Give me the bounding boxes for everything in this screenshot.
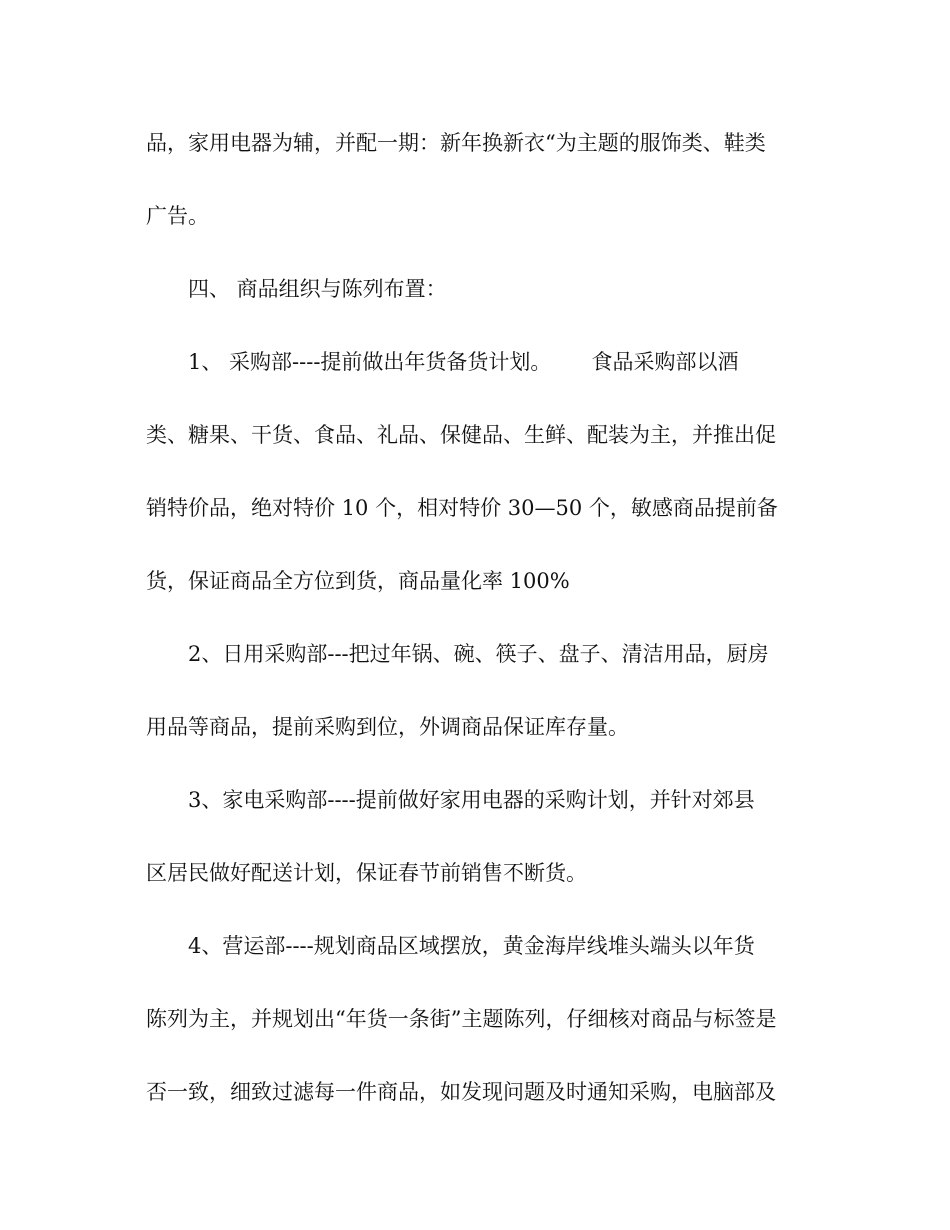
text-line: 货，保证商品全方位到货，商品量化率 100% [146, 569, 570, 593]
text-line: 否一致，细致过滤每一件商品，如发现问题及时通知采购，电脑部及 [146, 1080, 776, 1104]
text-line: 用品等商品，提前采购到位，外调商品保证库存量。 [146, 715, 629, 739]
text-line: 4、营运部----规划商品区域摆放，黄金海岸线堆头端头以年货 [188, 934, 755, 958]
text-line: 区居民做好配送计划，保证春节前销售不断货。 [146, 861, 587, 885]
text-line: 销特价品，绝对特价 10 个，相对特价 30—50 个，敏感商品提前备 [146, 496, 778, 520]
text-line: 陈列为主，并规划出“年货一条街”主题陈列，仔细核对商品与标签是 [146, 1007, 777, 1031]
text-line: 类、糖果、干货、食品、礼品、保健品、生鲜、配装为主，并推出促 [146, 423, 776, 447]
text-line: 品，家用电器为辅，并配一期：新年换新衣“为主题的服饰类、鞋类 [146, 131, 766, 155]
text-line: 1、 采购部----提前做出年货备货计划。 食品采购部以酒 [188, 350, 739, 374]
text-line: 广告。 [146, 204, 209, 228]
text-line: 2、日用采购部---把过年锅、碗、筷子、盘子、清洁用品，厨房 [188, 642, 769, 666]
section-heading: 四、 商品组织与陈列布置： [188, 277, 447, 301]
text-line: 3、家电采购部----提前做好家用电器的采购计划，并针对郊县 [188, 788, 755, 812]
